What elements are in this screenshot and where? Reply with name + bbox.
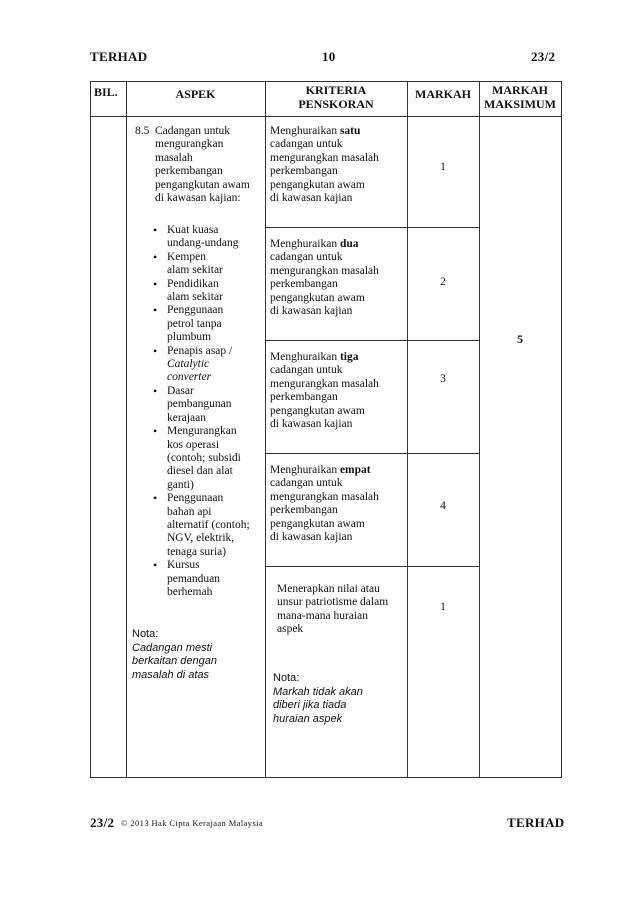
criteria-line: pengangkutan awam (270, 517, 365, 530)
criteria-line: perkembangan (270, 278, 338, 291)
table-left-border (90, 81, 91, 778)
aspek-intro-line: mengurangkan (155, 138, 224, 151)
criteria-line: mengurangkan masalah (270, 377, 379, 390)
aspek-intro-line: pengangkutan awam (155, 178, 250, 191)
list-item-line: alam sekitar (167, 264, 223, 277)
criteria-line: mengurangkan masalah (270, 490, 379, 503)
criteria-line: cadangan untuk (270, 364, 343, 377)
list-item (153, 385, 250, 425)
aspek-number: 8.5 (135, 125, 150, 137)
list-item-line: • Kuat kuasa (167, 224, 219, 236)
criteria-line: di kawasan kajian (270, 305, 353, 318)
criteria-line: di kawasan kajian (270, 531, 353, 544)
list-item (153, 278, 250, 305)
list-item-line: diesel dan alat (167, 465, 233, 478)
criteria-heading: Menghuraikan satu (270, 125, 361, 137)
col-header-kriteria: KRITERIA (305, 83, 367, 97)
criteria-3 (270, 351, 379, 431)
col-header-penskoran: PENSKORAN (298, 97, 374, 111)
criteria-line: cadangan untuk (270, 477, 343, 490)
row-divider-4 (265, 566, 479, 567)
criteria-line: Menerapkan nilai atau (277, 583, 380, 595)
header-left: TERHAD (90, 49, 148, 64)
list-item-line: • Kursus (167, 559, 200, 572)
aspek-nota-text (132, 642, 217, 682)
criteria-line: aspek (277, 623, 304, 636)
criteria-line: cadangan untuk (270, 251, 343, 264)
aspek-nota-label: Nota: (132, 628, 159, 640)
row-divider-1 (265, 227, 479, 228)
col-divider-bil (126, 81, 127, 778)
criteria-line: mengurangkan masalah (270, 151, 379, 164)
mark-patriotisme: 1 (440, 601, 446, 613)
list-item (153, 251, 250, 278)
nota-line: huraian aspek (273, 712, 343, 725)
list-item-line: • Penapis asap / (167, 344, 233, 357)
mark-3: 3 (440, 373, 446, 385)
list-item-line: • Penggunaan (167, 304, 224, 317)
aspek-intro-line: Cadangan untuk (155, 125, 231, 137)
criteria-4 (270, 464, 379, 544)
col-divider-markah (479, 81, 480, 778)
aspek-bullet-list (153, 224, 250, 599)
col-header-markah-maksimum-2: MAKSIMUM (484, 97, 556, 111)
list-item-line: pembangunan (167, 398, 232, 411)
criteria-line: perkembangan (270, 165, 338, 178)
criteria-heading: Menghuraikan empat (270, 464, 371, 476)
footer-right: TERHAD (507, 815, 565, 830)
col-header-markah: MARKAH (415, 87, 471, 101)
nota-line: Cadangan mesti (132, 642, 213, 654)
row-divider-2 (265, 340, 479, 341)
criteria-line: pengangkutan awam (270, 291, 365, 304)
nota-line: masalah di atas (132, 668, 210, 681)
criteria-1 (270, 125, 379, 205)
list-item-line: ganti) (167, 478, 194, 491)
criteria-line: perkembangan (270, 504, 338, 517)
nota-line: Markah tidak akan (273, 686, 363, 698)
list-item (153, 559, 250, 599)
list-item-line: NGV, elektrik, (167, 532, 235, 545)
list-item-line: alternatif (contoh; (167, 518, 250, 531)
criteria-heading: Menghuraikan tiga (270, 351, 359, 363)
col-header-bil: BIL. (94, 85, 118, 99)
list-item (153, 304, 250, 344)
list-item-line: • Pendidikan (167, 277, 219, 290)
list-item-line: converter (167, 371, 212, 384)
criteria-heading: Menghuraikan dua (270, 238, 359, 250)
list-item (153, 492, 250, 559)
list-item-line: • Mengurangkan (167, 425, 237, 438)
page-number: 10 (322, 49, 336, 64)
list-item-line: • Penggunaan (167, 492, 224, 505)
mark-2: 2 (440, 276, 446, 288)
max-mark: 5 (517, 332, 523, 346)
criteria-line: perkembangan (270, 391, 338, 404)
mark-4: 4 (440, 500, 446, 512)
list-item-line: berhemah (167, 585, 213, 598)
list-item (153, 345, 250, 385)
kriteria-nota-text (273, 686, 363, 726)
list-item-line: petrol tanpa (167, 317, 222, 330)
list-item-line: Catalytic (167, 358, 210, 371)
criteria-2 (270, 238, 379, 318)
criteria-line: cadangan untuk (270, 138, 343, 151)
list-item-line: tenaga suria) (167, 545, 227, 558)
col-header-aspek: ASPEK (175, 87, 216, 101)
aspek-intro (155, 125, 250, 205)
col-divider-aspek (265, 81, 266, 778)
nota-line: diberi jika tiada (273, 699, 347, 712)
col-header-markah-maksimum-1: MARKAH (492, 83, 548, 97)
aspek-intro-line: di kawasan kajian: (155, 192, 241, 205)
footer-copyright: © 2013 Hak Cipta Kerajaan Malaysia (121, 818, 264, 828)
aspek-intro-line: masalah (155, 151, 193, 164)
criteria-line: mengurangkan masalah (270, 264, 379, 277)
list-item-line: undang-undang (167, 237, 239, 250)
kriteria-nota-label: Nota: (273, 672, 300, 684)
list-item-line: plumbum (167, 331, 212, 344)
criteria-line: di kawasan kajian (270, 418, 353, 431)
criteria-patriotisme (277, 583, 388, 637)
criteria-line: unsur patriotisme dalam (277, 596, 389, 609)
criteria-line: di kawasan kajian (270, 192, 353, 205)
criteria-line: mana-mana huraian (277, 609, 368, 622)
mark-1: 1 (440, 161, 446, 173)
table-bottom-border (90, 777, 562, 778)
list-item-line: • Dasar (167, 384, 194, 397)
header-right: 23/2 (531, 49, 556, 64)
list-item (153, 425, 250, 492)
table-right-border (561, 81, 562, 778)
criteria-line: pengangkutan awam (270, 404, 365, 417)
list-item-line: bahan api (167, 505, 212, 518)
table-top-border (90, 81, 562, 82)
list-item-line: alam sekitar (167, 291, 223, 304)
footer-code: 23/2 (90, 815, 115, 830)
list-item-line: kos operasi (167, 438, 220, 451)
col-divider-kriteria (407, 81, 408, 778)
nota-line: berkaitan dengan (132, 655, 218, 668)
list-item (153, 224, 250, 251)
aspek-intro-line: perkembangan (155, 165, 223, 178)
row-divider-3 (265, 453, 479, 454)
list-item-line: • Kempen (167, 250, 206, 263)
list-item-line: kerajaan (167, 411, 206, 424)
criteria-line: pengangkutan awam (270, 178, 365, 191)
list-item-line: (contoh; subsidi (167, 451, 241, 464)
list-item-line: pemanduan (167, 572, 221, 585)
header-bottom-border (90, 116, 562, 117)
